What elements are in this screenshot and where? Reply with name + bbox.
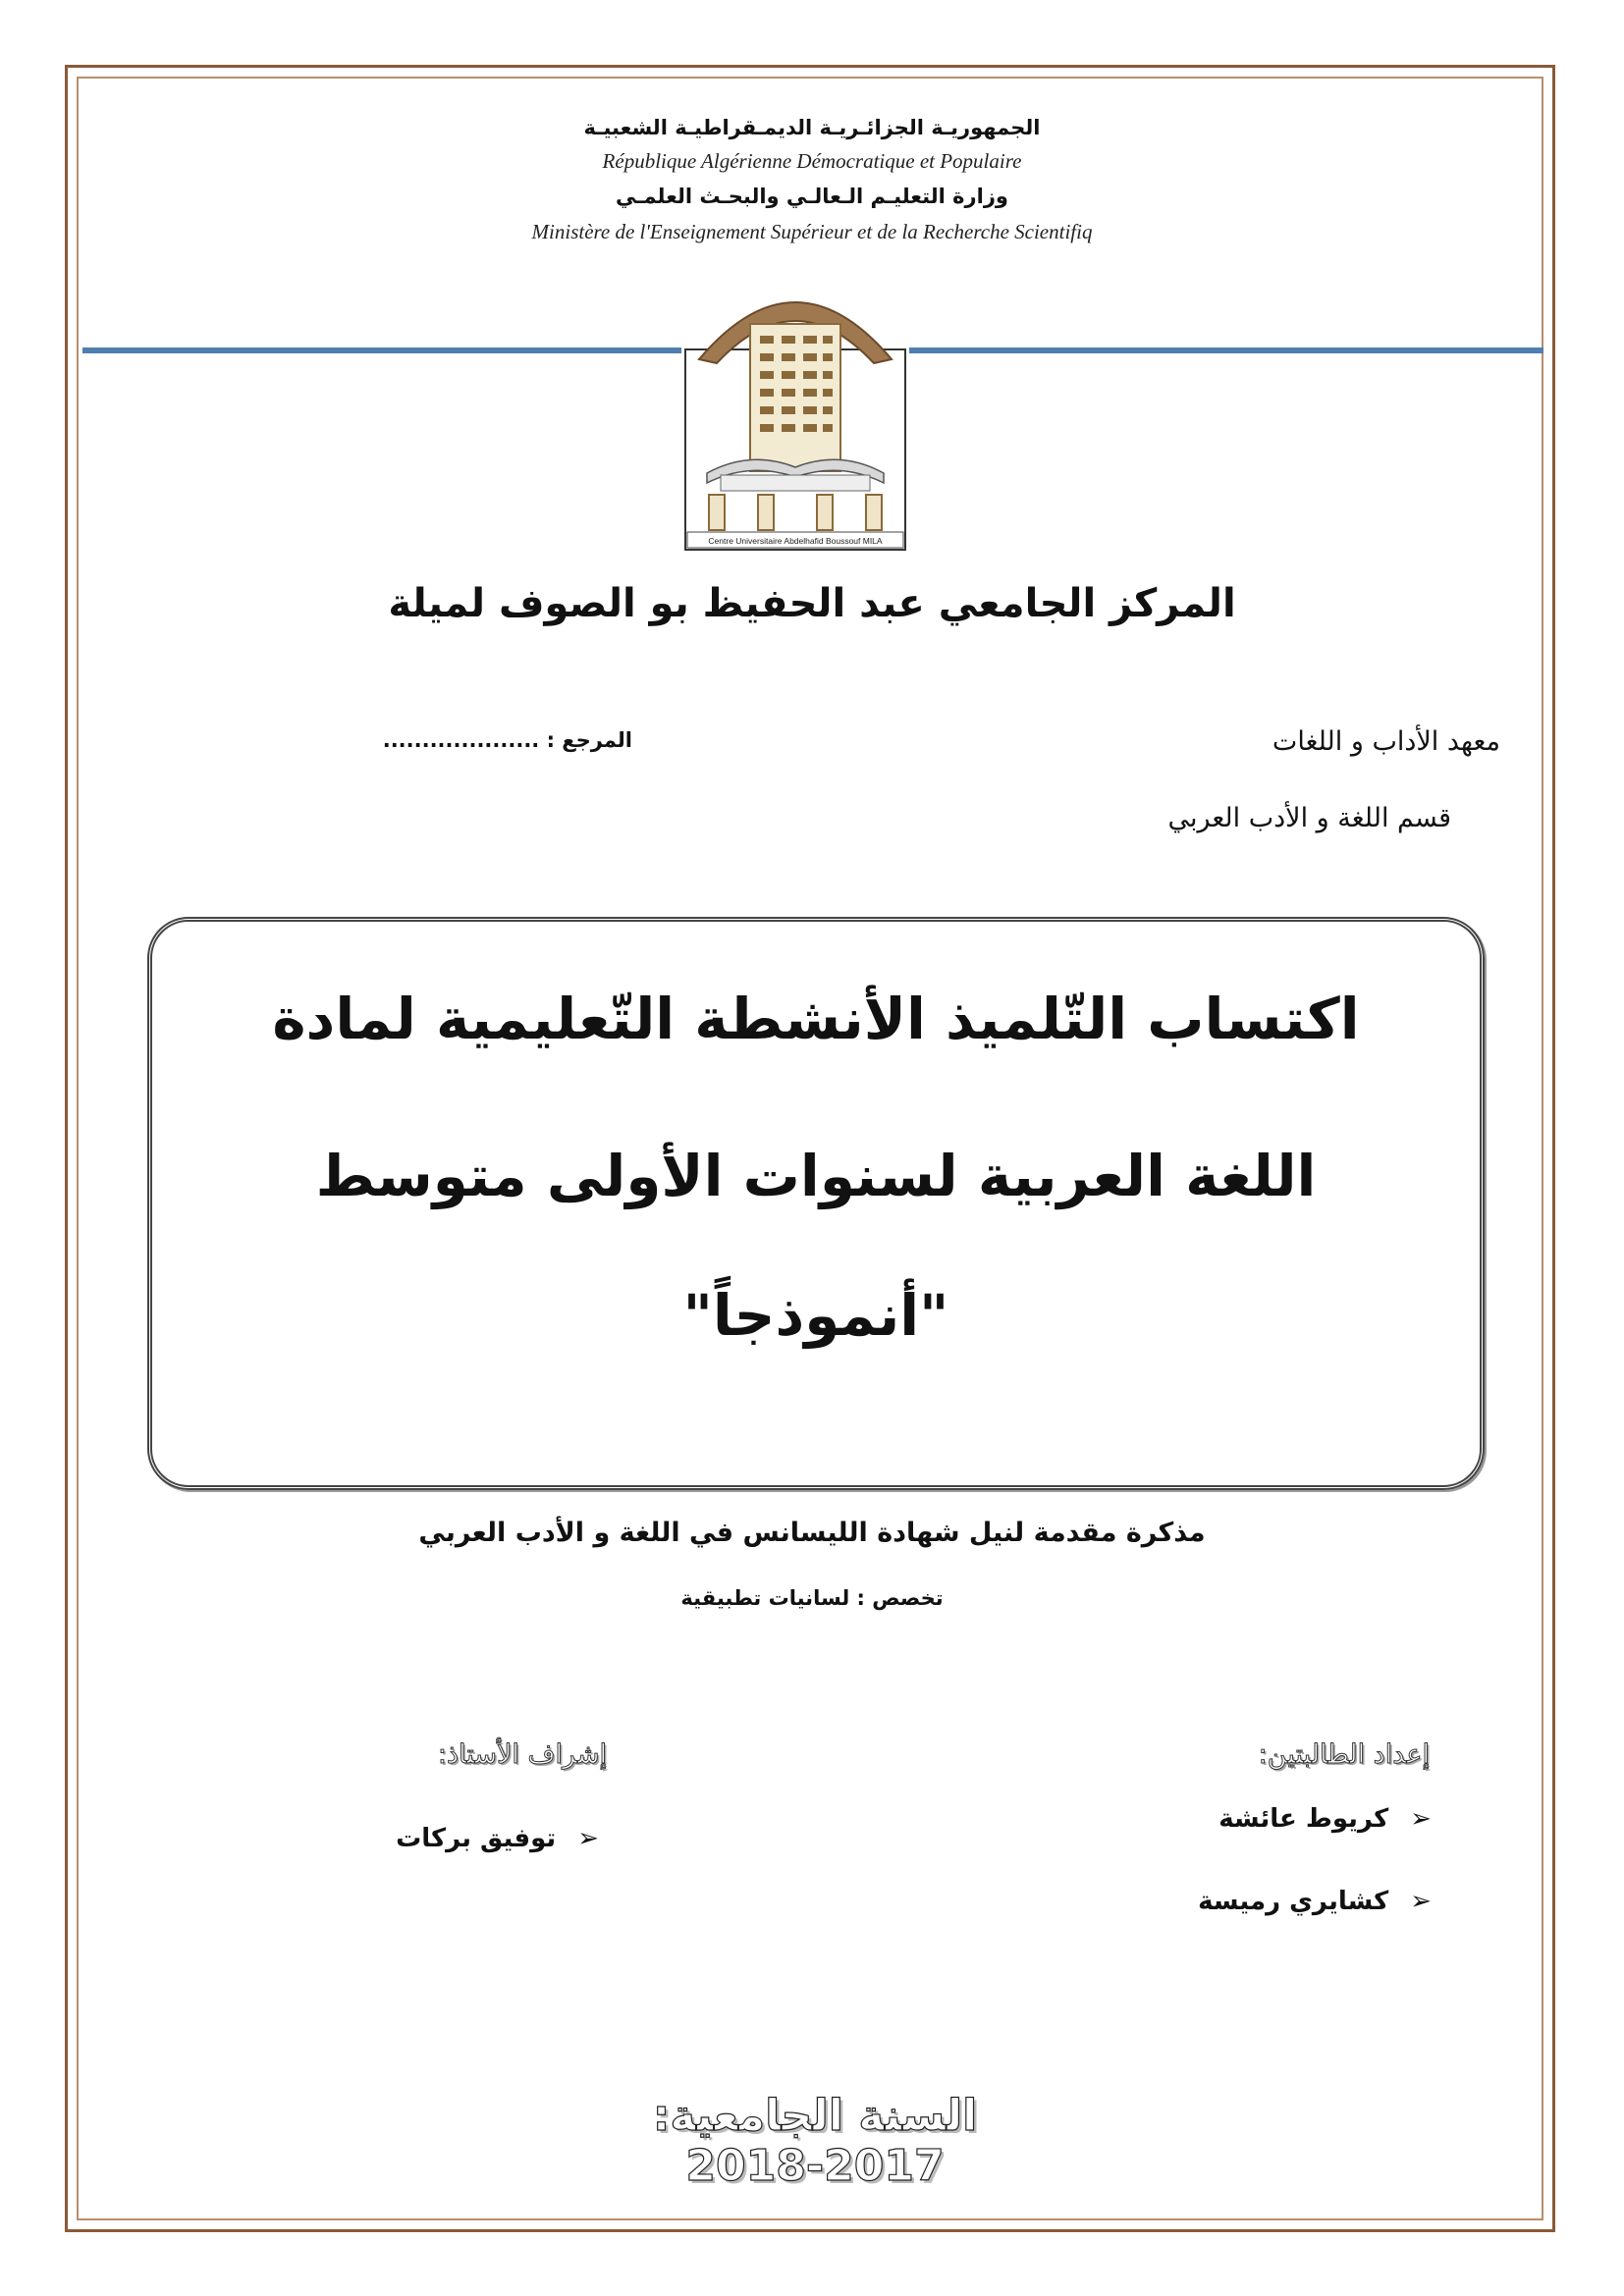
republic-french: République Algérienne Démocratique et Populaire [602, 149, 1022, 173]
specialty: تخصص : لسانيات تطبيقية [680, 1586, 944, 1610]
ministry-french: Ministère de l'Enseignement Supérieur et de la Recherche Scientifiq [531, 220, 1093, 243]
student-row [1039, 1887, 1432, 1916]
reference-field: المرجع : .................... [382, 728, 632, 752]
bullet-arrow-icon: ➢ [1410, 1804, 1432, 1834]
memo-description: مذكرة مقدمة لنيل شهادة الليسانس في اللغة و الأدب العربي [418, 1518, 1206, 1548]
university-building-icon [681, 265, 909, 554]
supervised-by-label: إشراف الأستاذ: [437, 1739, 607, 1770]
student-name: كريوط عائشة [1218, 1804, 1389, 1834]
title-line-2: اللغة العربية لسنوات الأولى متوسط [315, 1143, 1317, 1209]
supervisor-row [206, 1824, 599, 1853]
bullet-arrow-icon: ➢ [577, 1824, 599, 1853]
logo-caption: Centre Universitaire Abdelhafid Boussouf MILA [708, 536, 883, 546]
academic-year: السنة الجامعية: 2017-2018 [652, 2091, 978, 2191]
prepared-by-label: إعداد الطالبتين: [1258, 1739, 1430, 1770]
bullet-arrow-icon: ➢ [1410, 1887, 1432, 1916]
student-name: كشايري رميسة [1198, 1887, 1389, 1916]
title-line-1: اكتساب التّلميذ الأنشطة التّعليمية لمادة [272, 986, 1360, 1052]
university-logo [681, 265, 909, 554]
student-row [1039, 1804, 1432, 1834]
ministry-arabic: وزارة التعليـم الـعالـي والبحـث العلمـي [616, 185, 1008, 208]
title-line-3: "أنموذجاً" [682, 1282, 949, 1349]
republic-arabic: الجمهوريـة الجزائـريـة الديمـقراطيـة الشعبيـة [583, 116, 1041, 139]
supervisor-name: توفيق بركات [396, 1824, 557, 1853]
institute-name: معهد الأداب و اللغات [1272, 726, 1500, 757]
center-name: المركز الجامعي عبد الحفيظ بو الصوف لميلة [388, 581, 1236, 626]
department-name: قسم اللغة و الأدب العربي [1167, 803, 1451, 833]
